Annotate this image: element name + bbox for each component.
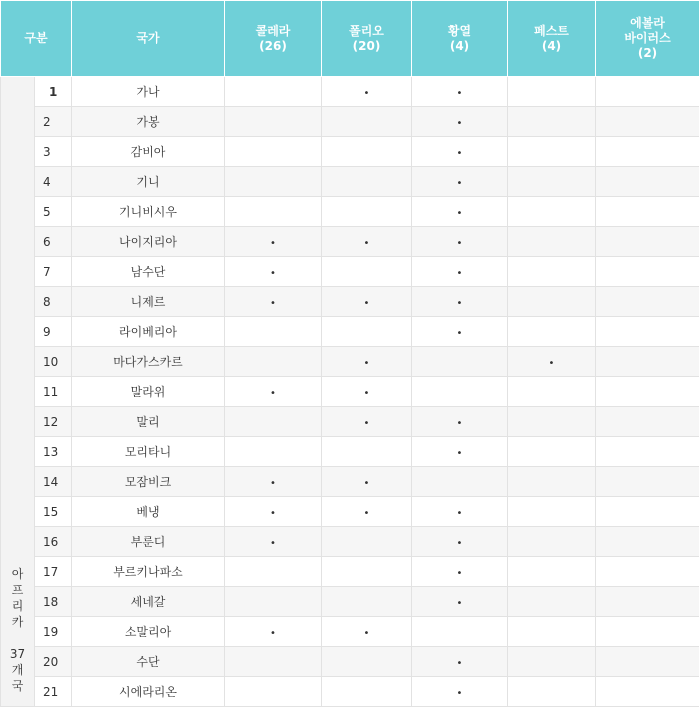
table-row: [1, 227, 699, 257]
country-name: 라이베리아: [72, 317, 225, 347]
disease-mark-cell: [412, 167, 508, 197]
table-row: [1, 347, 699, 377]
disease-mark-cell: [225, 497, 322, 527]
disease-mark-cell: [508, 137, 596, 167]
dot-marker: •: [457, 268, 463, 279]
disease-mark-cell: [596, 617, 699, 647]
table-row: [1, 497, 699, 527]
dot-marker: •: [364, 298, 370, 309]
disease-mark-cell: [322, 347, 412, 377]
country-name: 기니비시우: [72, 197, 225, 227]
row-number: 8: [35, 287, 72, 317]
row-number: 6: [35, 227, 72, 257]
dot-marker: •: [364, 418, 370, 429]
disease-mark-cell: [225, 407, 322, 437]
table-row: [1, 107, 699, 137]
row-number: 15: [35, 497, 72, 527]
disease-mark-cell: [508, 227, 596, 257]
disease-mark-cell: [322, 527, 412, 557]
disease-mark-cell: [596, 527, 699, 557]
disease-mark-cell: [225, 527, 322, 557]
disease-mark-cell: [508, 167, 596, 197]
dot-marker: •: [270, 268, 276, 279]
dot-marker: •: [457, 328, 463, 339]
dot-marker: •: [457, 688, 463, 699]
region-label-char: [1, 630, 34, 646]
disease-mark-cell: [596, 497, 699, 527]
disease-mark-cell: [508, 347, 596, 377]
disease-mark-cell: [225, 137, 322, 167]
disease-mark-cell: [596, 137, 699, 167]
disease-mark-cell: [322, 617, 412, 647]
header-ebola: 에볼라 바이러스 (2): [596, 1, 699, 77]
dot-marker: •: [457, 598, 463, 609]
row-number: 7: [35, 257, 72, 287]
disease-mark-cell: [322, 437, 412, 467]
region-label-char: 리: [1, 598, 34, 614]
table-row: [1, 527, 699, 557]
table-row: [1, 197, 699, 227]
disease-mark-cell: [508, 407, 596, 437]
row-number: 9: [35, 317, 72, 347]
table-row: [1, 467, 699, 497]
row-number: 17: [35, 557, 72, 587]
disease-mark-cell: [225, 287, 322, 317]
table-row: [1, 557, 699, 587]
disease-mark-cell: [596, 317, 699, 347]
header-yellow-fever: 황열 (4): [412, 1, 508, 77]
disease-mark-cell: [225, 587, 322, 617]
header-division: 구분: [1, 1, 72, 77]
disease-mark-cell: [322, 107, 412, 137]
row-number: 16: [35, 527, 72, 557]
disease-mark-cell: [412, 227, 508, 257]
disease-mark-cell: [412, 347, 508, 377]
dot-marker: •: [364, 88, 370, 99]
row-number: 20: [35, 647, 72, 677]
dot-marker: •: [457, 118, 463, 129]
disease-mark-cell: [322, 587, 412, 617]
dot-marker: •: [270, 508, 276, 519]
table-row: [1, 257, 699, 287]
row-number: 3: [35, 137, 72, 167]
row-number: 14: [35, 467, 72, 497]
disease-mark-cell: [596, 77, 699, 107]
disease-mark-cell: [322, 137, 412, 167]
dot-marker: •: [270, 478, 276, 489]
region-label-char: 카: [1, 614, 34, 630]
header-country: 국가: [72, 1, 225, 77]
disease-mark-cell: [225, 347, 322, 377]
disease-mark-cell: [322, 497, 412, 527]
country-name: 남수단: [72, 257, 225, 287]
table-row: [1, 677, 699, 707]
disease-mark-cell: [412, 677, 508, 707]
disease-mark-cell: [322, 197, 412, 227]
disease-mark-cell: [508, 527, 596, 557]
disease-mark-cell: [412, 557, 508, 587]
country-name: 감비아: [72, 137, 225, 167]
dot-marker: •: [457, 208, 463, 219]
disease-mark-cell: [322, 317, 412, 347]
table-row: [1, 407, 699, 437]
row-number: 13: [35, 437, 72, 467]
disease-mark-cell: [508, 77, 596, 107]
disease-mark-cell: [596, 257, 699, 287]
table-row: [1, 617, 699, 647]
dot-marker: •: [457, 238, 463, 249]
disease-mark-cell: [322, 467, 412, 497]
dot-marker: •: [457, 568, 463, 579]
row-number: 2: [35, 107, 72, 137]
region-label-char: 국: [1, 678, 34, 694]
disease-mark-cell: [322, 227, 412, 257]
disease-mark-cell: [596, 167, 699, 197]
row-number: 21: [35, 677, 72, 707]
disease-mark-cell: [322, 557, 412, 587]
disease-mark-cell: [412, 77, 508, 107]
country-name: 소말리아: [72, 617, 225, 647]
disease-mark-cell: [225, 167, 322, 197]
disease-mark-cell: [412, 287, 508, 317]
country-name: 모리타니: [72, 437, 225, 467]
disease-mark-cell: [596, 437, 699, 467]
region-cell: [1, 77, 35, 707]
region-label-char: 아: [1, 566, 34, 582]
disease-mark-cell: [412, 647, 508, 677]
disease-mark-cell: [225, 107, 322, 137]
dot-marker: •: [457, 658, 463, 669]
disease-mark-cell: [225, 227, 322, 257]
disease-mark-cell: [225, 467, 322, 497]
disease-mark-cell: [225, 677, 322, 707]
disease-mark-cell: [596, 107, 699, 137]
disease-mark-cell: [508, 617, 596, 647]
disease-mark-cell: [596, 227, 699, 257]
country-name: 가봉: [72, 107, 225, 137]
dot-marker: •: [364, 628, 370, 639]
disease-mark-cell: [596, 197, 699, 227]
disease-mark-cell: [412, 527, 508, 557]
disease-mark-cell: [412, 137, 508, 167]
dot-marker: •: [364, 508, 370, 519]
dot-marker: •: [364, 478, 370, 489]
dot-marker: •: [364, 388, 370, 399]
dot-marker: •: [270, 238, 276, 249]
table-row: [1, 167, 699, 197]
disease-mark-cell: [412, 407, 508, 437]
disease-mark-cell: [322, 377, 412, 407]
dot-marker: •: [549, 358, 555, 369]
country-name: 나이지리아: [72, 227, 225, 257]
country-name: 부르키나파소: [72, 557, 225, 587]
disease-mark-cell: [412, 317, 508, 347]
row-number: 5: [35, 197, 72, 227]
row-number: 11: [35, 377, 72, 407]
country-name: 모잠비크: [72, 467, 225, 497]
disease-mark-cell: [508, 197, 596, 227]
table-row: [1, 437, 699, 467]
country-name: 시에라리온: [72, 677, 225, 707]
row-number: 1: [35, 77, 72, 107]
region-label-char: 개: [1, 662, 34, 678]
table-row: [1, 317, 699, 347]
table-row: [1, 287, 699, 317]
row-number: 19: [35, 617, 72, 647]
country-name: 기니: [72, 167, 225, 197]
disease-mark-cell: [225, 377, 322, 407]
disease-mark-cell: [322, 257, 412, 287]
region-label-char: 프: [1, 582, 34, 598]
disease-mark-cell: [322, 677, 412, 707]
disease-mark-cell: [412, 467, 508, 497]
country-name: 세네갈: [72, 587, 225, 617]
disease-mark-cell: [322, 77, 412, 107]
table-row: [1, 77, 699, 107]
disease-mark-cell: [412, 257, 508, 287]
dot-marker: •: [364, 358, 370, 369]
dot-marker: •: [457, 178, 463, 189]
disease-mark-cell: [508, 677, 596, 707]
disease-mark-cell: [596, 647, 699, 677]
dot-marker: •: [457, 448, 463, 459]
header-cholera: 콜레라 (26): [225, 1, 322, 77]
table-row: [1, 587, 699, 617]
disease-mark-cell: [508, 467, 596, 497]
dot-marker: •: [364, 238, 370, 249]
dot-marker: •: [270, 628, 276, 639]
table-row: [1, 377, 699, 407]
dot-marker: •: [457, 298, 463, 309]
disease-mark-cell: [225, 317, 322, 347]
disease-mark-cell: [412, 377, 508, 407]
disease-mark-cell: [225, 557, 322, 587]
disease-mark-cell: [412, 617, 508, 647]
country-name: 니제르: [72, 287, 225, 317]
row-number: 10: [35, 347, 72, 377]
disease-mark-cell: [508, 557, 596, 587]
disease-mark-cell: [412, 497, 508, 527]
table-row: [1, 647, 699, 677]
row-number: 18: [35, 587, 72, 617]
dot-marker: •: [457, 508, 463, 519]
disease-mark-cell: [596, 467, 699, 497]
disease-mark-cell: [412, 437, 508, 467]
disease-mark-cell: [225, 437, 322, 467]
dot-marker: •: [270, 388, 276, 399]
country-name: 부룬디: [72, 527, 225, 557]
country-name: 말리: [72, 407, 225, 437]
disease-mark-cell: [225, 77, 322, 107]
disease-mark-cell: [322, 167, 412, 197]
disease-mark-cell: [596, 377, 699, 407]
header-plague: 페스트 (4): [508, 1, 596, 77]
disease-mark-cell: [508, 107, 596, 137]
disease-mark-cell: [508, 587, 596, 617]
disease-mark-cell: [322, 407, 412, 437]
country-name: 가나: [72, 77, 225, 107]
disease-mark-cell: [508, 647, 596, 677]
disease-mark-cell: [508, 497, 596, 527]
country-name: 수단: [72, 647, 225, 677]
disease-mark-cell: [508, 317, 596, 347]
country-name: 말라위: [72, 377, 225, 407]
dot-marker: •: [457, 538, 463, 549]
dot-marker: •: [457, 148, 463, 159]
disease-mark-cell: [322, 287, 412, 317]
disease-mark-cell: [508, 377, 596, 407]
country-name: 베냉: [72, 497, 225, 527]
dot-marker: •: [270, 538, 276, 549]
disease-mark-cell: [225, 617, 322, 647]
disease-mark-cell: [596, 287, 699, 317]
dot-marker: •: [457, 418, 463, 429]
disease-mark-cell: [508, 437, 596, 467]
disease-mark-cell: [596, 587, 699, 617]
disease-mark-cell: [596, 557, 699, 587]
disease-mark-cell: [508, 287, 596, 317]
disease-mark-cell: [596, 407, 699, 437]
table-row: [1, 137, 699, 167]
dot-marker: •: [270, 298, 276, 309]
region-label-char: 37: [1, 646, 34, 662]
disease-mark-cell: [596, 677, 699, 707]
disease-mark-cell: [508, 257, 596, 287]
country-name: 마다가스카르: [72, 347, 225, 377]
disease-mark-cell: [322, 647, 412, 677]
row-number: 12: [35, 407, 72, 437]
disease-mark-cell: [225, 197, 322, 227]
disease-mark-cell: [412, 587, 508, 617]
dot-marker: •: [457, 88, 463, 99]
disease-mark-cell: [596, 347, 699, 377]
disease-mark-cell: [412, 107, 508, 137]
disease-mark-cell: [225, 647, 322, 677]
disease-mark-cell: [225, 257, 322, 287]
row-number: 4: [35, 167, 72, 197]
disease-mark-cell: [412, 197, 508, 227]
table-header-row: [1, 1, 699, 77]
header-polio: 폴리오 (20): [322, 1, 412, 77]
